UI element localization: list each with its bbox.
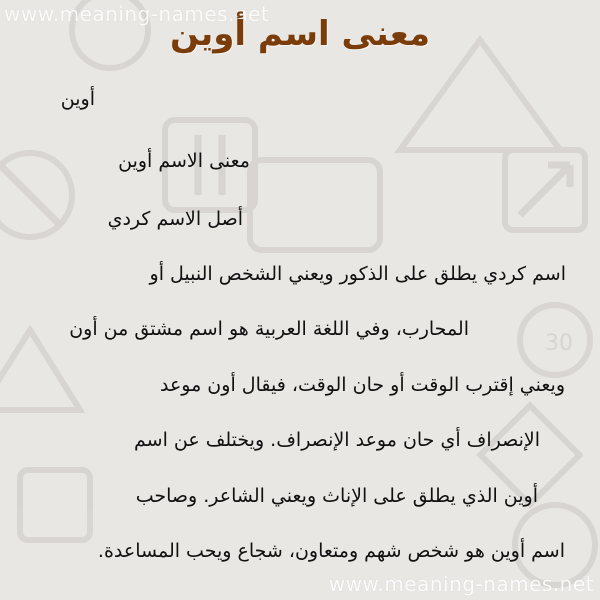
name-line: أوين <box>60 88 95 110</box>
paragraph-line: المحارب، وفي اللغة العربية هو اسم مشتق من أون <box>69 318 469 340</box>
origin-heading: أصل الاسم كردي <box>107 208 243 230</box>
paragraph-line: الإنصراف أي حان موعد الإنصراف. ويختلف عن اسم <box>134 429 540 451</box>
paragraph-line: أوين الذي يطلق على الإناث ويعني الشاعر. وصاحب <box>135 485 538 507</box>
paragraph-line: ويعني إقترب الوقت أو حان الوقت، فيقال أون موعد <box>159 374 565 396</box>
paragraph-line: اسم أوين هو شخص شهم ومتعاون، شجاع ويحب المساعدة. <box>97 540 565 562</box>
warning-sign-icon <box>400 40 560 150</box>
prohibition-sign-icon <box>0 153 72 237</box>
meaning-heading: معنى الاسم أوين <box>118 150 250 172</box>
paragraph-line: اسم كردي يطلق على الذكور ويعني الشخص النبيل أو <box>149 263 566 285</box>
road-sign-icon <box>20 470 90 540</box>
speed-limit-digits: 30 <box>545 331 573 356</box>
center-sign-icon <box>250 160 380 250</box>
warning-sign-icon <box>0 330 80 410</box>
page-title: معنى اسم أوين <box>169 14 431 54</box>
site-watermark-bottom: www.meaning-names.net <box>328 572 594 596</box>
site-watermark-top: www.meaning-names.net <box>4 2 270 26</box>
